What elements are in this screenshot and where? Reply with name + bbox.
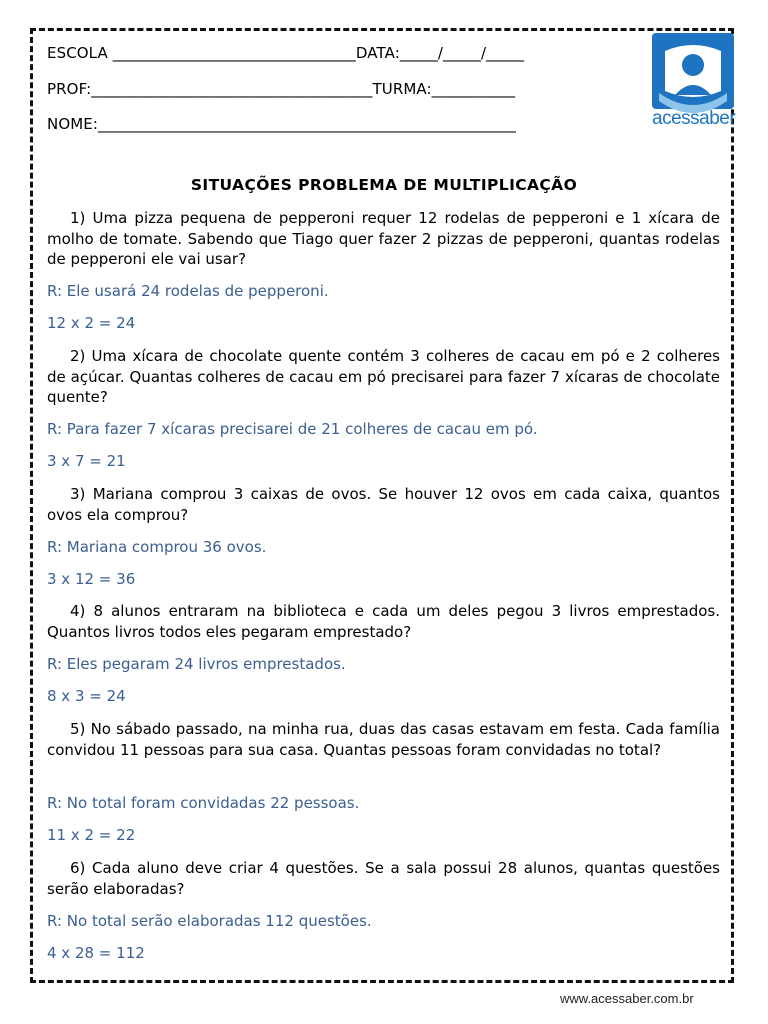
question-3: 3) Mariana comprou 3 caixas de ovos. Se houver 12 ovos em cada caixa, quantos ovos ela comprou?	[47, 485, 720, 524]
calc-6: 4 x 28 = 112	[47, 944, 145, 962]
question-2: 2) Uma xícara de chocolate quente contém 3 colheres de cacau em pó e 2 colheres de açúcar. Quantas colheres de cacau em pó precisarei para fazer 7 xícaras de chocolate quente?	[47, 347, 720, 406]
calc-3: 3 x 12 = 36	[47, 570, 136, 588]
question-6: 6) Cada aluno deve criar 4 questões. Se a sala possui 28 alunos, quantas questões serão elaboradas?	[47, 859, 720, 898]
question-5: 5) No sábado passado, na minha rua, duas das casas estavam em festa. Cada família convidou 11 pessoas para sua casa. Quantas pessoas foram convidadas no total?	[47, 720, 720, 759]
nome-line: NOME:_______________________________________________________	[47, 115, 516, 133]
answer-2: R: Para fazer 7 xícaras precisarei de 21 colheres de cacau em pó.	[47, 420, 538, 438]
answer-1: R: Ele usará 24 rodelas de pepperoni.	[47, 282, 329, 300]
question-1: 1) Uma pizza pequena de pepperoni requer 12 rodelas de pepperoni e 1 xícara de molho de tomate. Sabendo que Tiago quer fazer 2 pizzas de pepperoni, quantas rodelas de pepperoni ele vai usar?	[47, 209, 720, 268]
calc-2: 3 x 7 = 21	[47, 452, 126, 470]
calc-1: 12 x 2 = 24	[47, 314, 136, 332]
answer-6: R: No total serão elaboradas 112 questões.	[47, 912, 372, 930]
calc-5: 11 x 2 = 22	[47, 826, 136, 844]
prof-turma-line: PROF:_____________________________________TURMA:___________	[47, 80, 516, 98]
escola-data-line: ESCOLA ________________________________DATA:_____/_____/_____	[47, 44, 525, 62]
footer-url: www.acessaber.com.br	[560, 991, 694, 1006]
calc-4: 8 x 3 = 24	[47, 687, 126, 705]
answer-5: R: No total foram convidadas 22 pessoas.	[47, 794, 360, 812]
question-4: 4) 8 alunos entraram na biblioteca e cada um deles pegou 3 livros emprestados. Quantos livros todos eles pegaram emprestado?	[47, 602, 720, 641]
logo-wordmark: acessaber	[652, 108, 736, 129]
page-title: SITUAÇÕES PROBLEMA DE MULTIPLICAÇÃO	[190, 176, 578, 194]
answer-4: R: Eles pegaram 24 livros emprestados.	[47, 655, 346, 673]
answer-3: R: Mariana comprou 36 ovos.	[47, 538, 267, 556]
